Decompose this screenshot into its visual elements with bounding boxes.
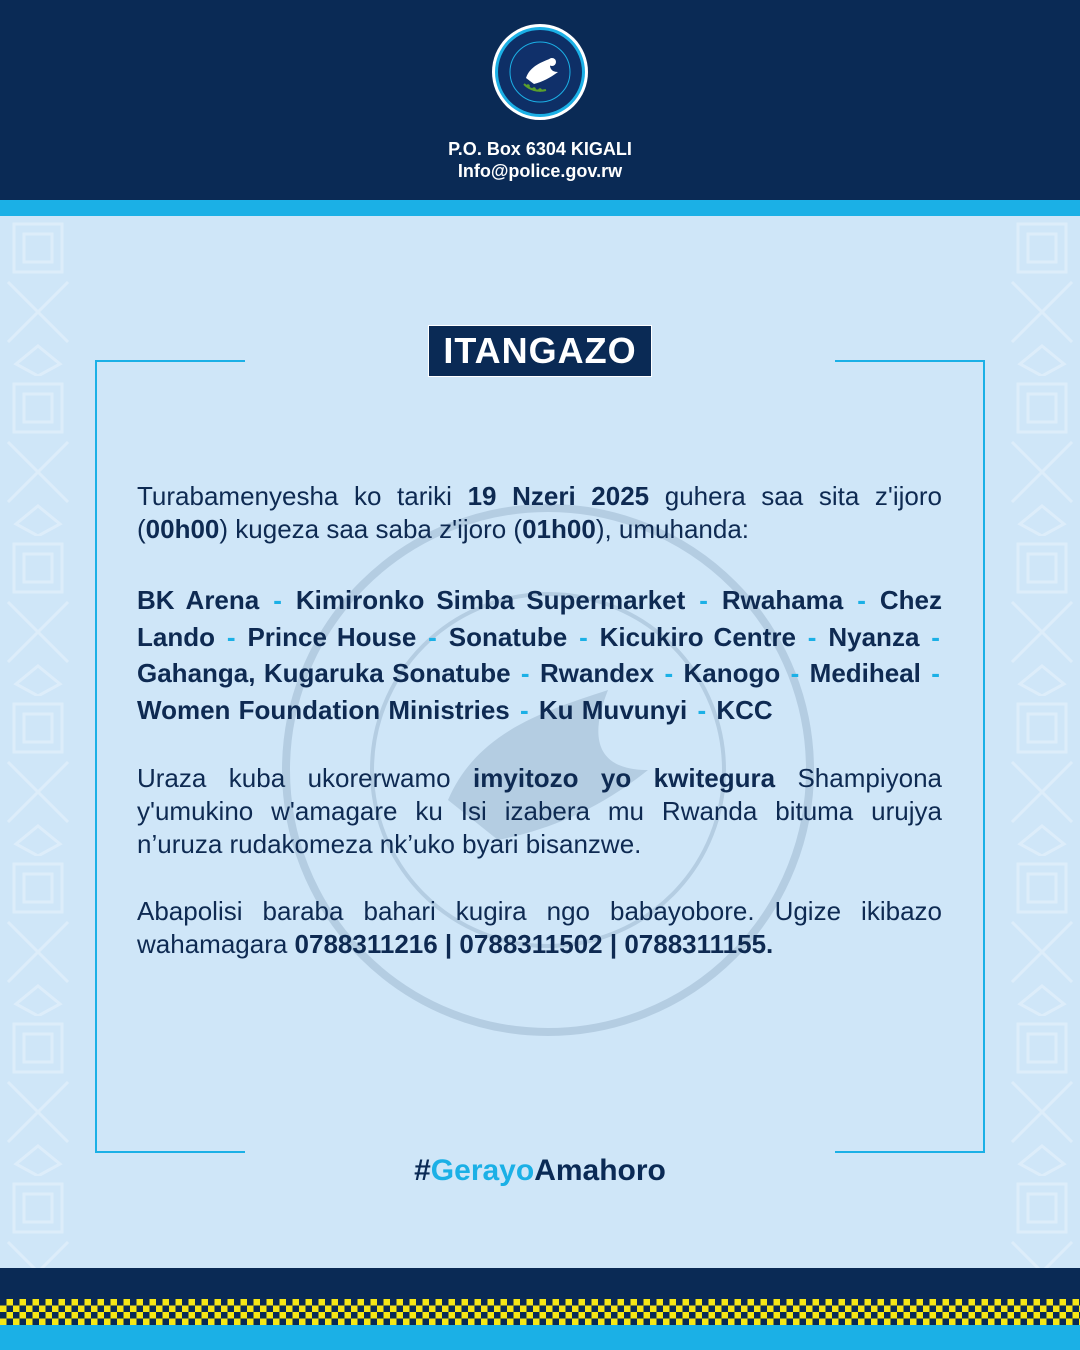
end-time: 01h00 <box>522 514 596 544</box>
route-separator: - <box>520 658 530 688</box>
hashtag <box>0 1154 1080 1188</box>
route-stop: Kimironko Simba Supermarket <box>295 585 686 615</box>
route-separator: - <box>519 694 529 725</box>
route-stop: Kicukiro Centre <box>599 621 796 652</box>
reason-highlight: imyitozo yo kwitegura <box>473 763 776 793</box>
postal-address: P.O. Box 6304 KIGALI <box>448 139 632 159</box>
help-text: Abapolisi baraba bahari kugira ngo babayobore. Ugize ikibazo wahamagara <box>137 896 942 959</box>
frame-top-left <box>95 360 245 362</box>
route-stop: BK Arena <box>137 585 260 615</box>
intro-text: ), umuhanda: <box>595 514 750 544</box>
route-stop: Gahanga, Kugaruka Sonatube <box>137 658 511 688</box>
hashtag-highlight: Gerayo <box>430 1154 535 1187</box>
route-stop: Chez Lando <box>137 585 942 652</box>
frame-bottom-right <box>835 1151 985 1153</box>
route-separator: - <box>931 621 940 652</box>
route-stop: Rwandex <box>539 658 655 688</box>
frame-left <box>95 360 97 1153</box>
intro-text: guhera saa sita z'ijoro ( <box>137 481 942 544</box>
route-separator: - <box>931 658 940 688</box>
footer-stripe <box>0 1325 1080 1350</box>
closure-date: 19 Nzeri 2025 <box>467 481 650 511</box>
route-separator: - <box>226 621 236 652</box>
hashtag-prefix: # <box>414 1154 431 1187</box>
frame-top-right <box>835 360 985 362</box>
left-decorative-pattern <box>0 216 76 1268</box>
route-separator: - <box>699 585 708 615</box>
reason-text: Uraza kuba ukorerwamo <box>137 763 474 793</box>
reason-paragraph <box>137 762 942 861</box>
phone-numbers: 0788311216 | 0788311502 | 0788311155. <box>294 929 774 959</box>
route-stop: Nyanza <box>828 621 920 652</box>
route-stop: Mediheal <box>809 658 921 688</box>
announcement-title: ITANGAZO <box>428 325 652 377</box>
frame-right <box>983 360 985 1153</box>
route-separator: - <box>664 658 674 688</box>
route-stop: Prince House <box>247 621 417 652</box>
hashtag-suffix: Amahoro <box>534 1154 666 1187</box>
route-list <box>137 582 942 728</box>
route-stop: Rwahama <box>721 585 844 615</box>
route-stop: KCC <box>716 694 773 725</box>
contact-block <box>0 138 1080 182</box>
route-stop: Women Foundation Ministries <box>137 694 510 725</box>
route-separator: - <box>697 694 707 725</box>
intro-text: ) kugeza saa saba z'ijoro ( <box>219 514 523 544</box>
route-stop: Sonatube <box>448 621 568 652</box>
intro-text: Turabamenyesha ko tariki <box>137 481 468 511</box>
start-time: 00h00 <box>145 514 220 544</box>
route-stop: Ku Muvunyi <box>538 694 688 725</box>
reason-text: Shampiyona y'umukino w'amagare ku Isi izabera mu Rwanda bituma urujya n’uruza rudakomeza nk’uko byari bisanzwe. <box>137 763 942 859</box>
intro-paragraph <box>137 480 942 546</box>
header-stripe <box>0 200 1080 216</box>
contact-email: Info@police.gov.rw <box>457 161 623 181</box>
announcement-body <box>137 480 942 961</box>
route-separator: - <box>790 658 800 688</box>
help-paragraph <box>137 895 942 961</box>
route-separator: - <box>857 585 866 615</box>
route-separator: - <box>428 621 437 652</box>
right-decorative-pattern <box>1004 216 1080 1268</box>
route-separator: - <box>579 621 588 652</box>
route-stop: Kanogo <box>683 658 781 688</box>
route-separator: - <box>807 621 817 652</box>
route-separator: - <box>273 585 282 615</box>
frame-bottom-left <box>95 1151 245 1153</box>
footer-checker-band <box>0 1299 1080 1325</box>
police-logo <box>490 22 590 122</box>
